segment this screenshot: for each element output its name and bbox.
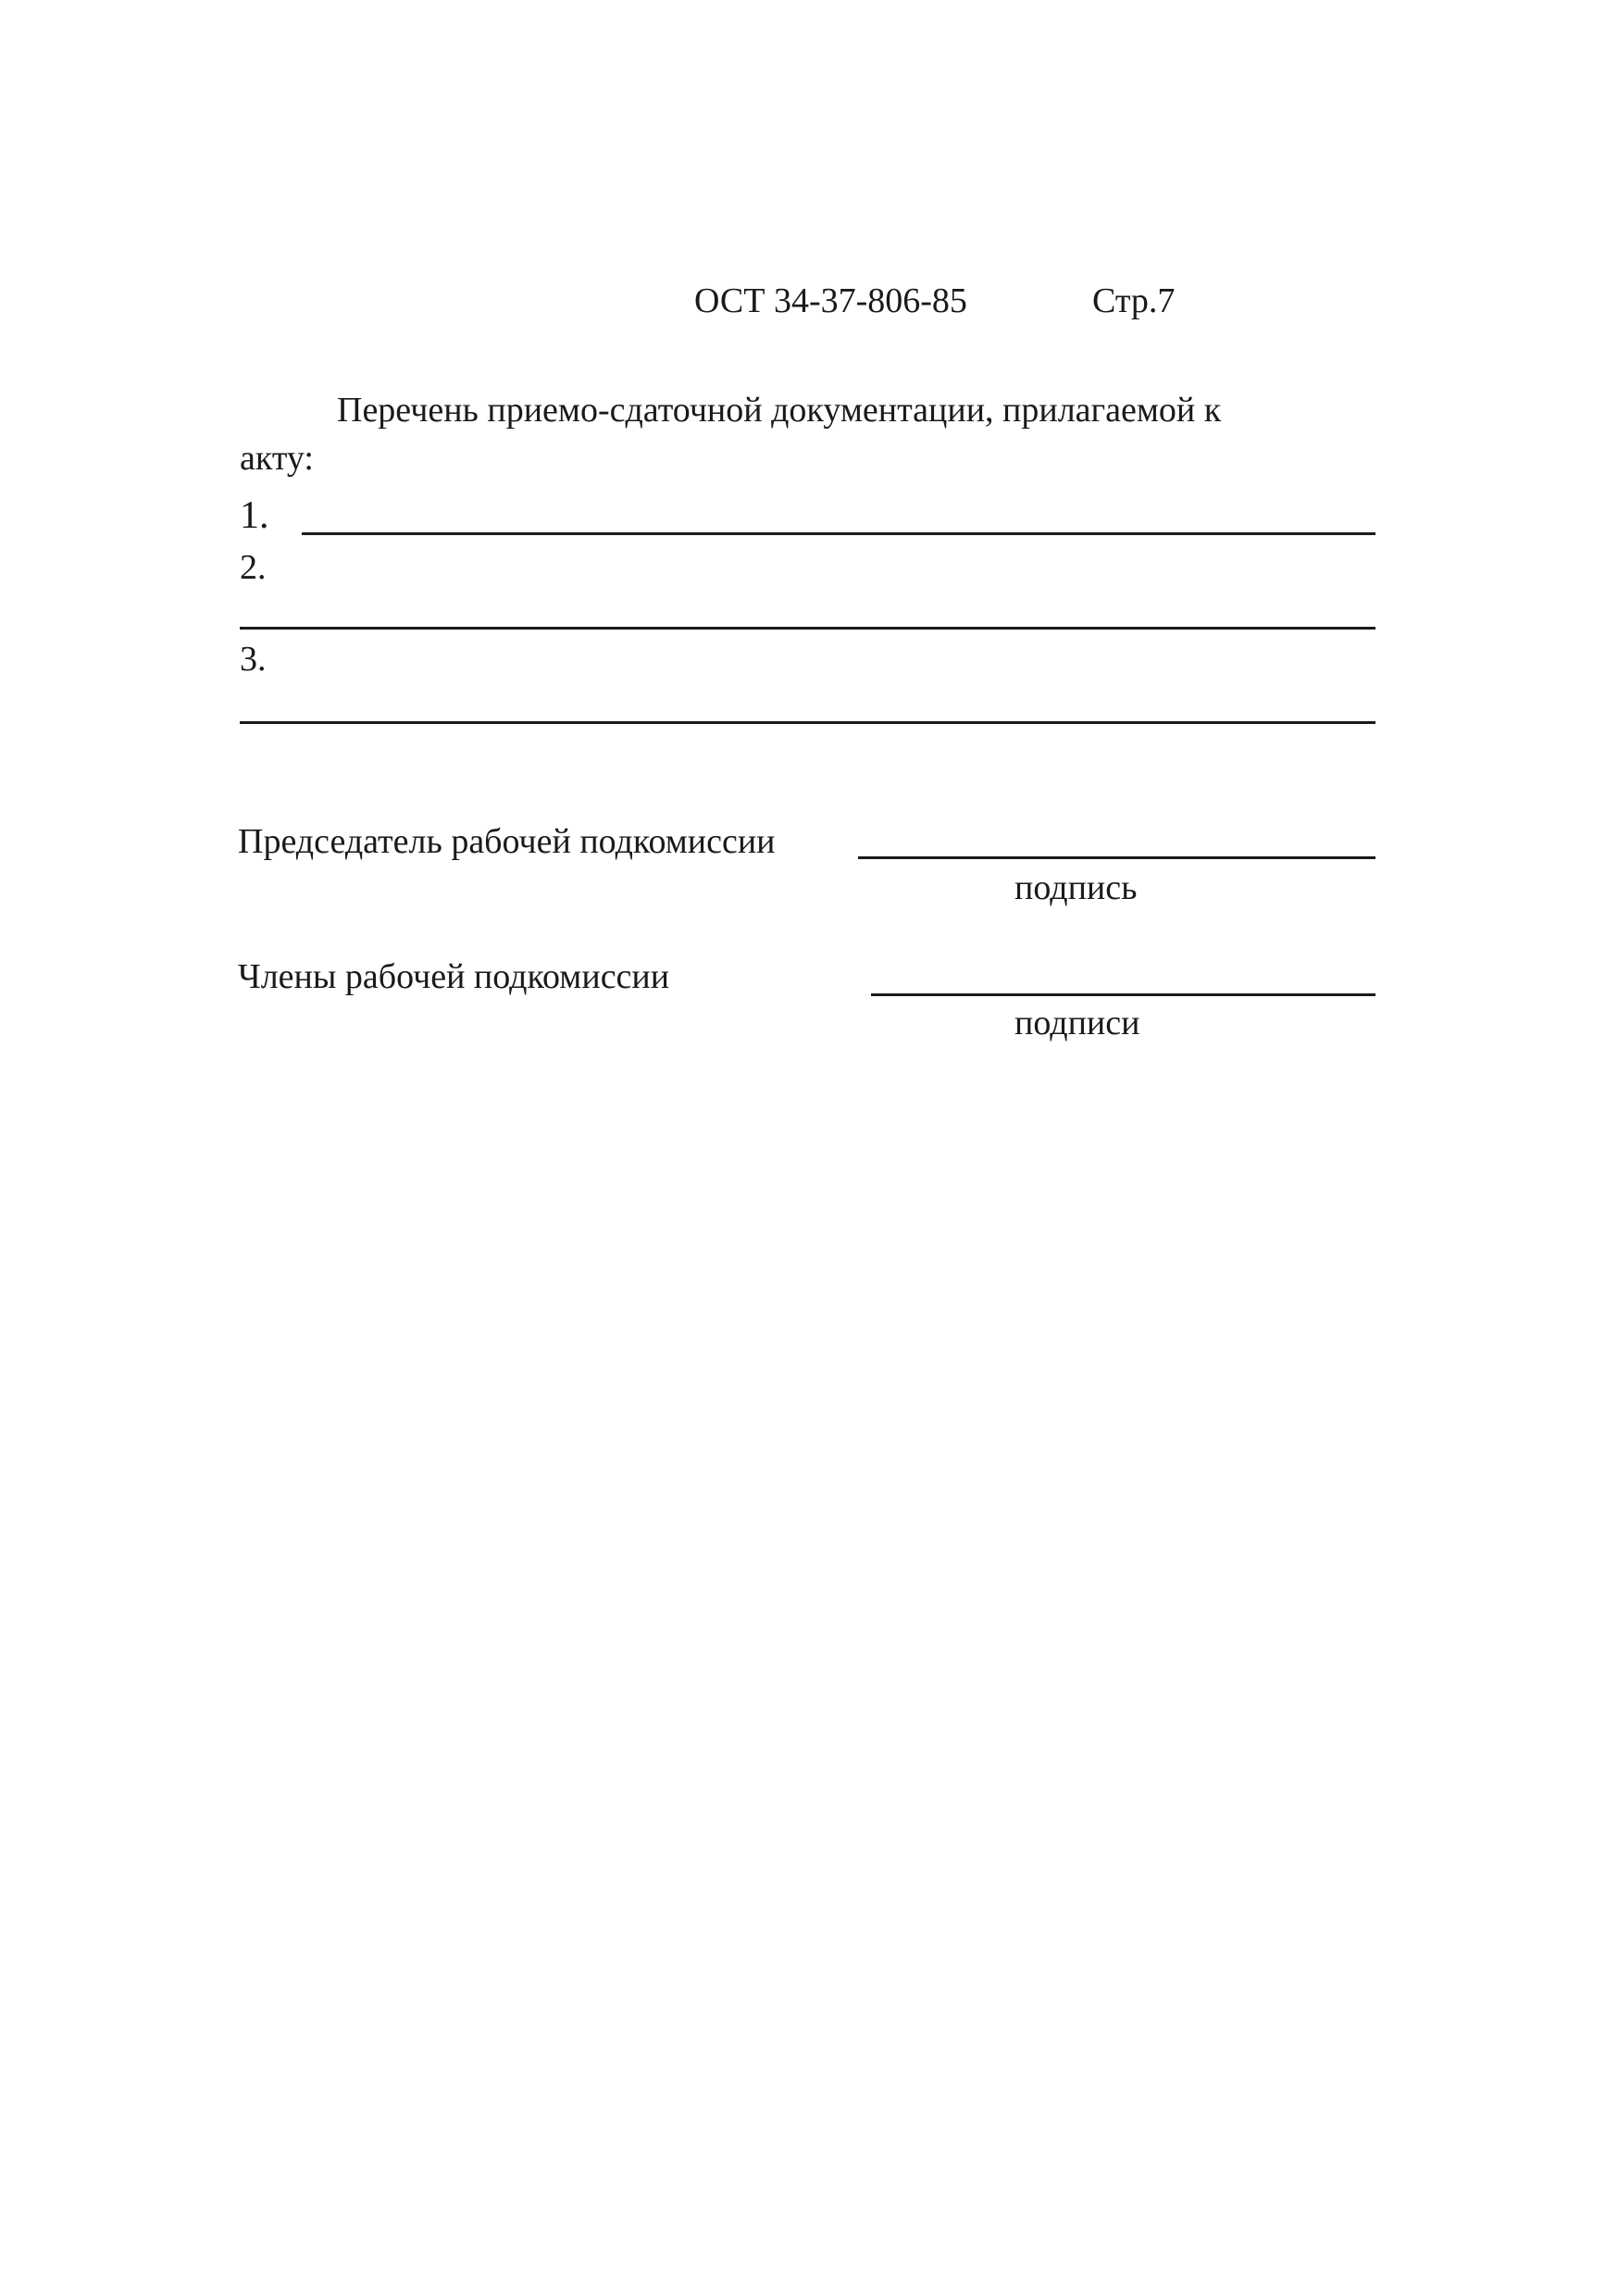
list-item-blank-line-3 bbox=[240, 721, 1375, 724]
list-item-number-3: 3. bbox=[240, 640, 267, 679]
list-item-number-2: 2. bbox=[240, 548, 267, 587]
list-item-number-1: 1. bbox=[240, 494, 269, 537]
chairman-signature-line bbox=[858, 856, 1375, 859]
intro-line-1: Перечень приемо-сдаточной документации, прилагаемой к bbox=[337, 391, 1222, 430]
list-item-blank-line-2 bbox=[240, 627, 1375, 630]
chairman-label: Председатель рабочей подкомиссии bbox=[238, 822, 776, 861]
members-label: Члены рабочей подкомиссии bbox=[238, 957, 670, 996]
page-number: Стр.7 bbox=[1092, 281, 1176, 320]
members-signature-caption: подписи bbox=[1014, 1004, 1140, 1042]
document-code: ОСТ 34-37-806-85 bbox=[694, 281, 967, 320]
list-item-blank-line-1 bbox=[302, 532, 1375, 535]
chairman-signature-caption: подпись bbox=[1014, 868, 1138, 907]
intro-line-2: акту: bbox=[240, 439, 314, 478]
members-signature-line bbox=[871, 993, 1375, 996]
